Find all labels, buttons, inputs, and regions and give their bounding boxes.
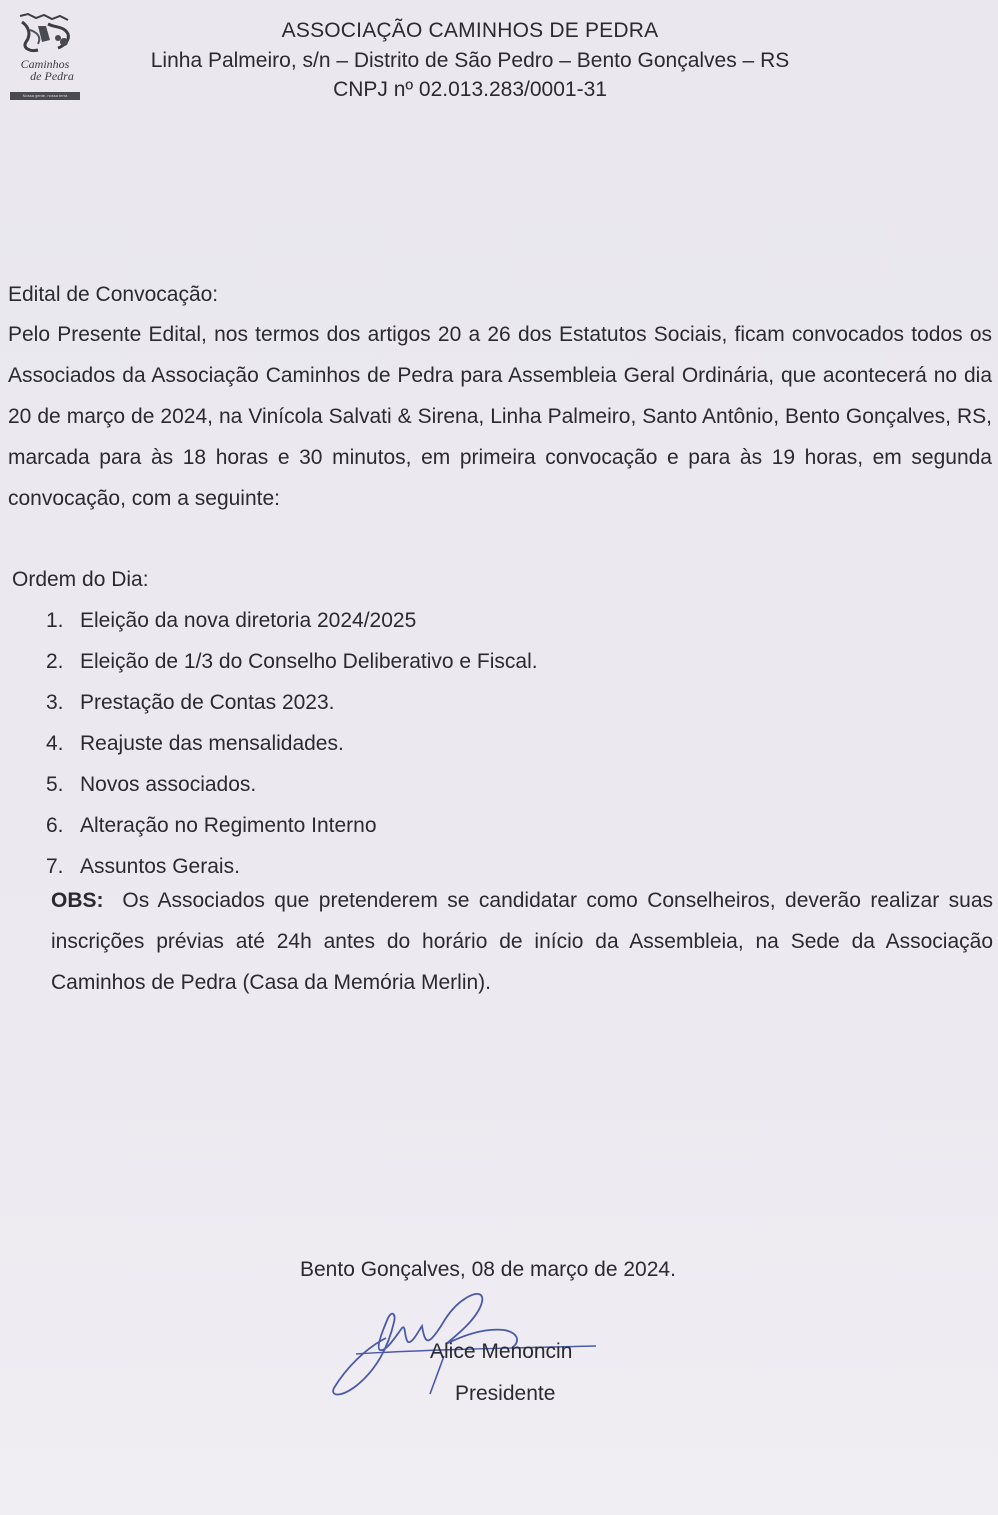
agenda-item: 7. Assuntos Gerais.: [46, 855, 240, 878]
notice-title: Edital de Convocação:: [8, 283, 219, 306]
letterhead: [100, 16, 840, 104]
organization-name: ASSOCIAÇÃO CAMINHOS DE PEDRA: [281, 19, 659, 42]
observation-note: [51, 880, 993, 1003]
observation-label: OBS:: [51, 889, 104, 912]
agenda-item: 6. Alteração no Regimento Interno: [46, 814, 377, 837]
agenda-item: 5. Novos associados.: [46, 773, 257, 796]
agenda-item: 4. Reajuste das mensalidades.: [46, 732, 344, 755]
observation-text: Os Associados que pretenderem se candidatar como Conselheiros, deverão realizar suas inscrições prévias até 24h antes do horário de início da Assembleia, na Sede da Associação Caminhos de Pedra (Casa da Memória Merlin).: [51, 889, 993, 994]
place-and-date: Bento Gonçalves, 08 de março de 2024.: [300, 1258, 676, 1281]
agenda-list: [46, 604, 538, 891]
association-logo: [8, 12, 82, 104]
logo-tagline: Nossa gente, nossa terra: [10, 92, 80, 100]
agenda-title: Ordem do Dia:: [12, 568, 149, 591]
signer-name: Alice Menoncin: [430, 1340, 573, 1363]
organization-cnpj: CNPJ nº 02.013.283/0001-31: [333, 78, 607, 101]
agenda-item: 3. Prestação de Contas 2023.: [46, 691, 335, 714]
grapevine-icon: [8, 12, 82, 58]
agenda-item: 2. Eleição de 1/3 do Conselho Deliberativo e Fiscal.: [46, 650, 538, 673]
agenda-item: 1. Eleição da nova diretoria 2024/2025: [46, 609, 417, 632]
organization-address: Linha Palmeiro, s/n – Distrito de São Pedro – Bento Gonçalves – RS: [150, 49, 790, 72]
notice-body: Pelo Presente Edital, nos termos dos artigos 20 a 26 dos Estatutos Sociais, ficam convocados todos os Associados da Associação Caminhos de Pedra para Assembleia Geral Ordinária, que acontecerá no dia 20 de março de 2024, na Vinícola Salvati & Sirena, Linha Palmeiro, Santo Antônio, Bento Gonçalves, RS, marcada para às 18 horas e 30 minutos, em primeira convocação e para às 19 horas, em segunda convocação, com a seguinte:: [8, 323, 992, 510]
logo-wordmark: Caminhos de Pedra: [20, 57, 74, 83]
signer-role: Presidente: [455, 1382, 556, 1405]
